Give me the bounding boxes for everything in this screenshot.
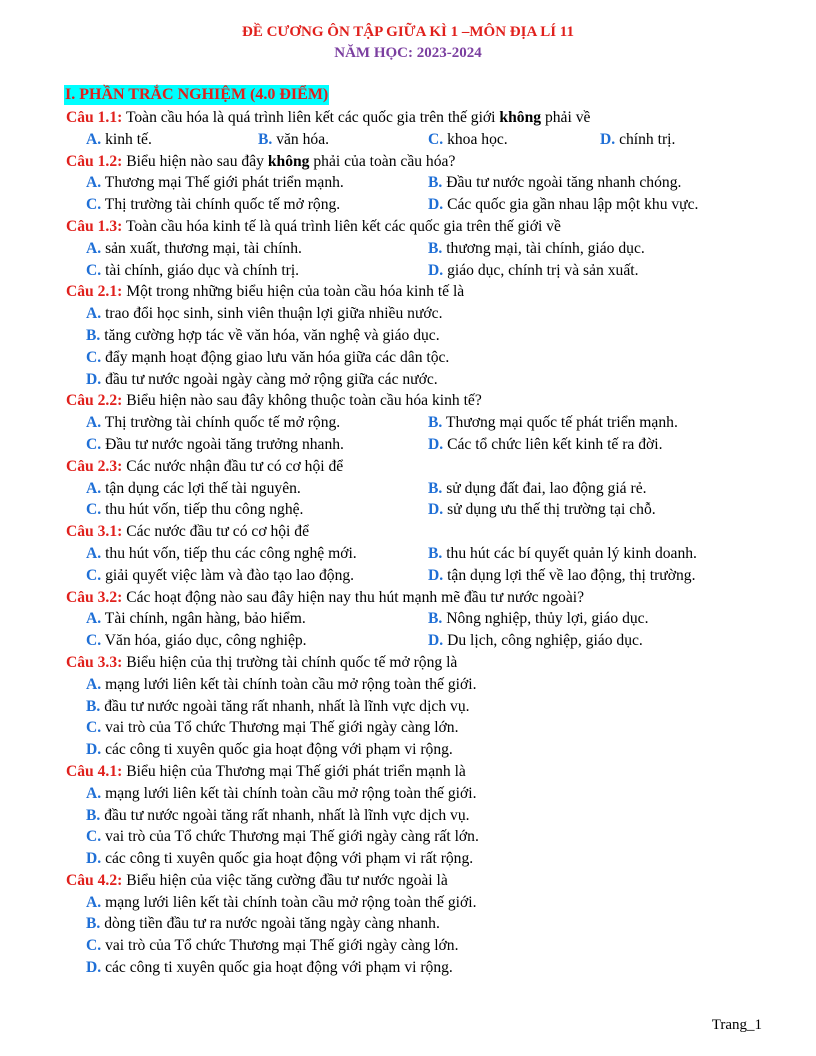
option-text: các công ti xuyên quốc gia hoạt động với phạm vi rất rộng. — [101, 850, 474, 868]
question-number: Câu 3.1: — [66, 523, 123, 541]
option-letter: A. — [86, 239, 102, 257]
option-text: vai trò của Tổ chức Thương mại Thế giới ngày càng rất lớn. — [101, 828, 479, 846]
option-text: mạng lưới liên kết tài chính toàn cầu mở rộng toàn thế giới. — [101, 675, 477, 693]
option-letter: A. — [86, 893, 102, 911]
answer-option — [428, 260, 638, 282]
option-text: mạng lưới liên kết tài chính toàn cầu mở rộng toàn thế giới. — [101, 893, 477, 911]
question-number: Câu 1.2: — [66, 152, 123, 170]
answer-option — [86, 608, 306, 630]
option-text: chính trị. — [615, 130, 676, 148]
option-letter: B. — [428, 544, 443, 562]
option-text: khoa học. — [443, 130, 508, 148]
answer-option — [86, 194, 340, 216]
options-row — [86, 739, 816, 761]
option-letter: C. — [86, 566, 102, 584]
options-row — [86, 717, 816, 739]
options-row — [86, 325, 816, 347]
answer-option — [428, 434, 663, 456]
option-text: trao đổi học sinh, sinh viên thuận lợi giữa nhiều nước. — [101, 305, 443, 323]
option-letter: A. — [86, 305, 102, 323]
option-letter: C. — [428, 130, 444, 148]
answer-option — [86, 674, 476, 696]
answer-option — [86, 892, 476, 914]
option-letter: B. — [428, 479, 443, 497]
question-text: Biểu hiện của Thương mại Thế giới phát triển mạnh là — [122, 762, 466, 780]
answer-option — [86, 260, 299, 282]
answer-option — [86, 434, 344, 456]
question-stem — [66, 587, 816, 609]
answer-option — [86, 499, 303, 521]
options-row — [86, 630, 816, 652]
school-year: NĂM HỌC: 2023-2024 — [334, 45, 482, 61]
question-emphasis: không — [499, 109, 542, 126]
option-letter: B. — [428, 414, 443, 432]
answer-option — [86, 172, 344, 194]
option-text: kinh tế. — [101, 130, 152, 148]
options-row — [86, 412, 816, 434]
option-text: vai trò của Tổ chức Thương mại Thế giới ngày càng lớn. — [101, 719, 459, 737]
question-stem — [66, 652, 816, 674]
answer-option — [86, 478, 301, 500]
answer-option — [86, 347, 449, 369]
question-number: Câu 3.2: — [66, 588, 123, 606]
answer-option — [428, 129, 508, 151]
option-text: tận dụng các lợi thế tài nguyên. — [101, 479, 301, 497]
question-text: Các nước đầu tư có cơ hội để — [122, 523, 310, 541]
options-row — [86, 608, 816, 630]
option-text: Các quốc gia gần nhau lập một khu vực. — [443, 196, 699, 214]
answer-option — [86, 543, 357, 565]
question-text: Biểu hiện nào sau đây — [122, 152, 268, 170]
question-stem — [66, 151, 816, 173]
options-row — [86, 543, 816, 565]
option-letter: D. — [86, 741, 102, 759]
options-row — [86, 347, 816, 369]
section-title: I. PHẦN TRẮC NGHIỆM (4.0 ĐIỂM) — [65, 86, 329, 103]
option-letter: D. — [428, 501, 444, 519]
option-text: Đầu tư nước ngoài tăng nhanh chóng. — [442, 174, 682, 192]
option-letter: B. — [86, 697, 101, 715]
option-letter: D. — [428, 435, 444, 453]
option-text: thu hút các bí quyết quản lý kinh doanh. — [442, 544, 697, 562]
option-letter: D. — [428, 632, 444, 650]
answer-option — [258, 129, 329, 151]
option-letter: D. — [428, 261, 444, 279]
options-row — [86, 957, 816, 979]
answer-option — [86, 717, 459, 739]
answer-option — [86, 848, 473, 870]
option-letter: C. — [86, 937, 102, 955]
option-letter: A. — [86, 479, 102, 497]
question-text: Toàn cầu hóa kinh tế là quá trình liên kết các quốc gia trên thế giới về — [122, 217, 561, 235]
option-text: đẩy mạnh hoạt động giao lưu văn hóa giữa các dân tộc. — [101, 348, 450, 366]
answer-option — [86, 783, 476, 805]
question-text: Biểu hiện của việc tăng cường đầu tư nước ngoài là — [122, 871, 448, 889]
options-row — [86, 194, 816, 216]
answer-option — [428, 412, 678, 434]
option-letter: C. — [86, 261, 102, 279]
question-stem — [66, 107, 816, 129]
question-list — [0, 107, 816, 979]
question-number: Câu 2.1: — [66, 283, 123, 301]
options-row — [86, 696, 816, 718]
answer-option — [428, 194, 698, 216]
option-text: tăng cường hợp tác về văn hóa, văn nghệ và giáo dục. — [100, 326, 440, 344]
question-text: Toàn cầu hóa là quá trình liên kết các quốc gia trên thế giới — [122, 109, 500, 126]
option-text: Thị trường tài chính quốc tế mở rộng. — [101, 196, 341, 214]
question-text: Một trong những biểu hiện của toàn cầu hóa kinh tế là — [122, 283, 465, 301]
options-row — [86, 935, 816, 957]
answer-option — [86, 739, 453, 761]
answer-option — [86, 412, 340, 434]
question-number: Câu 4.1: — [66, 762, 123, 780]
options-row — [86, 892, 816, 914]
option-letter: A. — [86, 130, 102, 148]
answer-option — [86, 913, 440, 935]
answer-option — [428, 172, 681, 194]
question-stem — [66, 521, 816, 543]
option-letter: A. — [86, 544, 102, 562]
option-text: đầu tư nước ngoài tăng rất nhanh, nhất là lĩnh vực dịch vụ. — [100, 806, 470, 824]
option-text: dòng tiền đầu tư ra nước ngoài tăng ngày càng nhanh. — [100, 915, 440, 933]
answer-option — [86, 369, 438, 391]
option-text: giải quyết việc làm và đào tạo lao động. — [101, 566, 355, 584]
answer-option — [86, 303, 443, 325]
options-row — [86, 369, 816, 391]
answer-option — [428, 565, 696, 587]
option-text: mạng lưới liên kết tài chính toàn cầu mở rộng toàn thế giới. — [101, 784, 477, 802]
options-row — [86, 238, 816, 260]
option-letter: B. — [428, 239, 443, 257]
options-row — [86, 478, 816, 500]
option-letter: B. — [86, 806, 101, 824]
option-letter: B. — [86, 326, 101, 344]
question-stem — [66, 281, 816, 303]
option-text: các công ti xuyên quốc gia hoạt động với phạm vi rộng. — [101, 959, 453, 977]
option-text: Thương mại quốc tế phát triển mạnh. — [442, 414, 678, 432]
question-number: Câu 4.2: — [66, 871, 123, 889]
option-letter: C. — [86, 196, 102, 214]
option-letter: C. — [86, 501, 102, 519]
option-text: Thị trường tài chính quốc tế mở rộng. — [101, 414, 341, 432]
option-text: Đầu tư nước ngoài tăng trưởng nhanh. — [101, 435, 344, 453]
option-letter: C. — [86, 828, 102, 846]
option-text: Du lịch, công nghiệp, giáo dục. — [443, 632, 643, 650]
answer-option — [86, 957, 453, 979]
option-letter: D. — [600, 130, 616, 148]
question-stem — [66, 761, 816, 783]
options-row — [86, 260, 816, 282]
document-title: ĐỀ CƯƠNG ÔN TẬP GIỮA KÌ 1 –MÔN ĐỊA LÍ 11 — [242, 24, 574, 40]
option-letter: B. — [428, 174, 443, 192]
question-text: Các nước nhận đầu tư có cơ hội để — [122, 457, 344, 475]
question-stem — [66, 216, 816, 238]
option-text: văn hóa. — [272, 130, 330, 148]
answer-option — [86, 935, 459, 957]
options-row — [86, 913, 816, 935]
question-text: phải về — [541, 109, 591, 126]
option-text: sử dụng đất đai, lao động giá rẻ. — [442, 479, 647, 497]
options-row — [86, 674, 816, 696]
option-text: Nông nghiệp, thủy lợi, giáo dục. — [442, 610, 649, 628]
answer-option — [86, 826, 479, 848]
question-number: Câu 2.2: — [66, 392, 123, 410]
answer-option — [428, 630, 643, 652]
option-letter: D. — [86, 370, 102, 388]
question-number: Câu 1.3: — [66, 217, 123, 235]
option-text: tài chính, giáo dục và chính trị. — [101, 261, 300, 279]
option-letter: A. — [86, 675, 102, 693]
option-letter: A. — [86, 414, 102, 432]
option-letter: D. — [86, 850, 102, 868]
option-text: thu hút vốn, tiếp thu công nghệ. — [101, 501, 304, 519]
answer-option — [86, 805, 470, 827]
answer-option — [428, 543, 697, 565]
option-letter: D. — [428, 196, 444, 214]
answer-option — [86, 238, 302, 260]
question-text: Biểu hiện nào sau đây không thuộc toàn cầu hóa kinh tế? — [122, 392, 482, 410]
option-letter: C. — [86, 435, 102, 453]
answer-option — [428, 608, 649, 630]
question-emphasis: không — [267, 152, 310, 170]
option-letter: A. — [86, 610, 102, 628]
question-number: Câu 1.1: — [66, 109, 123, 126]
question-number: Câu 2.3: — [66, 457, 123, 475]
option-text: Văn hóa, giáo dục, công nghiệp. — [101, 632, 307, 650]
option-letter: C. — [86, 719, 102, 737]
question-stem — [66, 456, 816, 478]
answer-option — [86, 630, 307, 652]
options-row — [86, 805, 816, 827]
question-stem — [66, 870, 816, 892]
answer-option — [428, 238, 645, 260]
options-row — [86, 848, 816, 870]
options-row — [86, 783, 816, 805]
answer-option — [86, 129, 152, 151]
page-number: Trang_1 — [711, 1017, 762, 1033]
answer-option — [86, 565, 354, 587]
option-letter: A. — [86, 784, 102, 802]
answer-option — [428, 478, 647, 500]
option-letter: B. — [86, 915, 101, 933]
option-text: vai trò của Tổ chức Thương mại Thế giới ngày càng lớn. — [101, 937, 459, 955]
question-stem — [66, 390, 816, 412]
option-text: tận dụng lợi thế về lao động, thị trường. — [443, 566, 696, 584]
option-text: đầu tư nước ngoài ngày càng mở rộng giữa các nước. — [101, 370, 438, 388]
option-text: giáo dục, chính trị và sản xuất. — [443, 261, 639, 279]
option-text: đầu tư nước ngoài tăng rất nhanh, nhất là lĩnh vực dịch vụ. — [100, 697, 470, 715]
option-text: sản xuất, thương mại, tài chính. — [101, 239, 302, 257]
option-text: Thương mại Thế giới phát triển mạnh. — [101, 174, 344, 192]
option-letter: C. — [86, 632, 102, 650]
option-letter: D. — [428, 566, 444, 584]
options-row — [86, 826, 816, 848]
option-text: thương mại, tài chính, giáo dục. — [442, 239, 645, 257]
option-letter: D. — [86, 959, 102, 977]
answer-option — [86, 696, 470, 718]
options-row — [86, 303, 816, 325]
option-letter: B. — [428, 610, 443, 628]
option-letter: A. — [86, 174, 102, 192]
question-text: Biểu hiện của thị trường tài chính quốc tế mở rộng là — [122, 653, 458, 671]
options-row — [86, 434, 816, 456]
question-text: Các hoạt động nào sau đây hiện nay thu hút mạnh mẽ đầu tư nước ngoài? — [122, 588, 584, 606]
option-letter: C. — [86, 348, 102, 366]
option-text: thu hút vốn, tiếp thu các công nghệ mới. — [101, 544, 357, 562]
answer-option — [600, 129, 675, 151]
option-text: Tài chính, ngân hàng, bảo hiểm. — [101, 610, 306, 628]
options-row — [86, 129, 816, 151]
option-text: các công ti xuyên quốc gia hoạt động với phạm vi rộng. — [101, 741, 453, 759]
question-text: phải của toàn cầu hóa? — [309, 152, 456, 170]
answer-option — [86, 325, 440, 347]
option-text: Các tổ chức liên kết kinh tế ra đời. — [443, 435, 663, 453]
options-row — [86, 499, 816, 521]
answer-option — [428, 499, 656, 521]
options-row — [86, 172, 816, 194]
option-text: sử dụng ưu thế thị trường tại chỗ. — [443, 501, 656, 519]
question-number: Câu 3.3: — [66, 653, 123, 671]
options-row — [86, 565, 816, 587]
option-letter: B. — [258, 130, 273, 148]
